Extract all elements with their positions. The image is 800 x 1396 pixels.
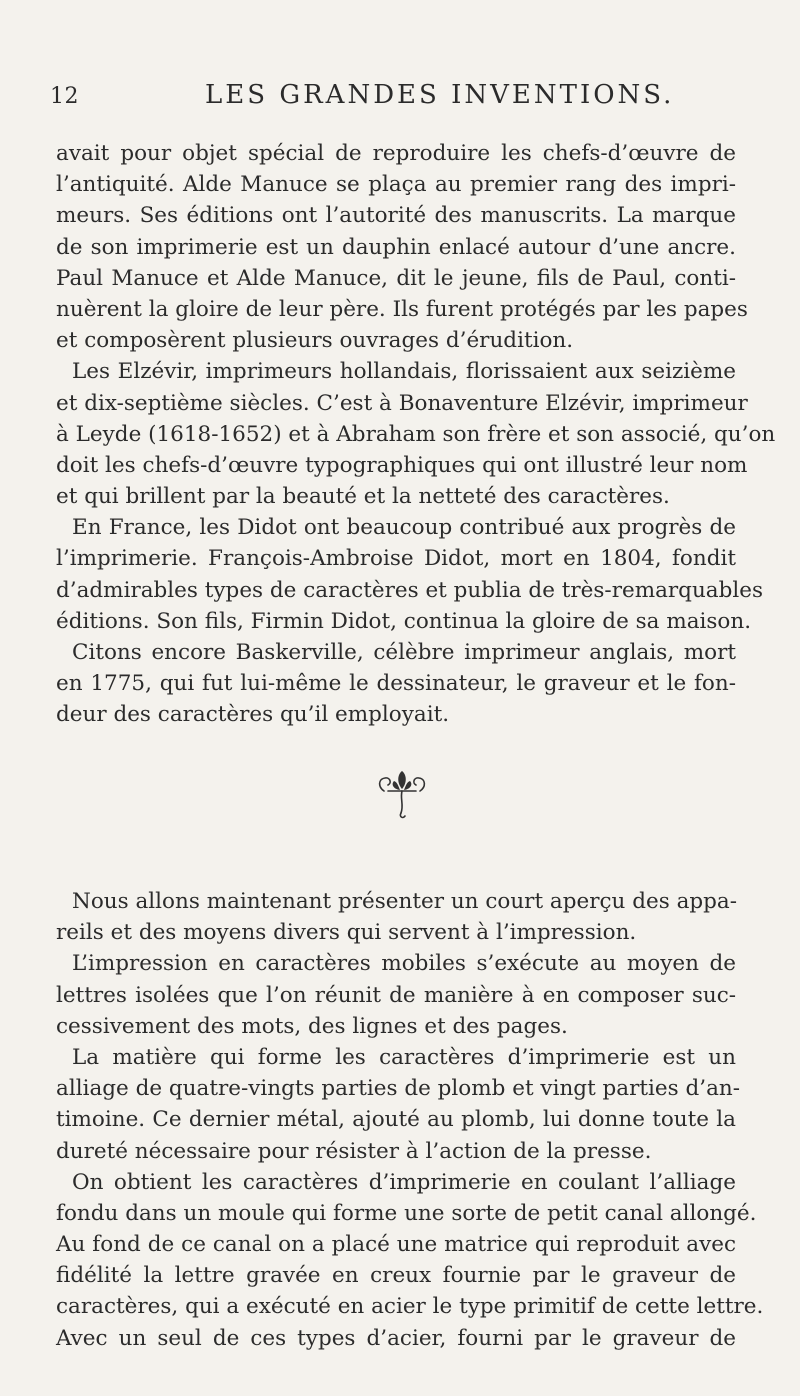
text-line: à Leyde (1618-1652) et à Abraham son frère et son associé, qu’on bbox=[56, 421, 776, 447]
text-line: L’impression en caractères mobiles s’exécute au moyen de bbox=[72, 951, 736, 977]
running-title: LES GRANDES INVENTIONS. bbox=[205, 80, 675, 110]
text-line: et composèrent plusieurs ouvrages d’érudition. bbox=[56, 328, 574, 354]
text-section-1 bbox=[56, 138, 776, 731]
text-line: alliage de quatre-vingts parties de plomb et vingt parties d’an- bbox=[56, 1076, 741, 1102]
fleuron-ornament-icon bbox=[370, 765, 434, 825]
text-section-2 bbox=[56, 886, 764, 1354]
text-line: d’admirables types de caractères et publia de très-remarquables bbox=[56, 577, 764, 603]
text-line: On obtient les caractères d’imprimerie en coulant l’alliage bbox=[72, 1169, 736, 1195]
text-line: fondu dans un moule qui forme une sorte de petit canal allongé. bbox=[56, 1200, 757, 1226]
text-line: meurs. Ses éditions ont l’autorité des manuscrits. La marque bbox=[56, 203, 736, 229]
text-line: Avec un seul de ces types d’acier, fourni par le graveur de bbox=[56, 1325, 736, 1351]
text-line: Nous allons maintenant présenter un court aperçu des appa- bbox=[72, 889, 738, 914]
text-line: éditions. Son fils, Firmin Didot, continua la gloire de sa maison. bbox=[56, 608, 752, 634]
text-line: nuèrent la gloire de leur père. Ils furent protégés par les papes bbox=[56, 296, 748, 322]
text-line: Au fond de ce canal on a placé une matrice qui reproduit avec bbox=[56, 1232, 736, 1258]
text-line: l’antiquité. Alde Manuce se plaça au premier rang des impri- bbox=[56, 172, 736, 198]
text-line: deur des caractères qu’il employait. bbox=[56, 702, 450, 728]
text-line: caractères, qui a exécuté en acier le type primitif de cette lettre. bbox=[56, 1294, 764, 1320]
text-line: Paul Manuce et Alde Manuce, dit le jeune, fils de Paul, conti- bbox=[56, 265, 736, 291]
text-line: l’imprimerie. François-Ambroise Didot, mort en 1804, fondit bbox=[56, 546, 736, 572]
text-line: lettres isolées que l’on réunit de manière à en composer suc- bbox=[56, 982, 736, 1008]
text-line: reils et des moyens divers qui servent à l’impression. bbox=[56, 920, 637, 946]
text-line: Les Elzévir, imprimeurs hollandais, florissaient aux seizième bbox=[72, 359, 736, 385]
text-line: timoine. Ce dernier métal, ajouté au plomb, lui donne toute la bbox=[56, 1107, 736, 1133]
text-line: en 1775, qui fut lui-même le dessinateur, le graveur et le fon- bbox=[56, 671, 736, 697]
text-line: dureté nécessaire pour résister à l’action de la presse. bbox=[56, 1138, 652, 1164]
text-line: et qui brillent par la beauté et la netteté des caractères. bbox=[56, 484, 670, 510]
text-line: Citons encore Baskerville, célèbre imprimeur anglais, mort bbox=[72, 640, 736, 665]
page-header bbox=[0, 78, 800, 118]
text-line: En France, les Didot ont beaucoup contribué aux progrès de bbox=[72, 515, 736, 541]
page-number: 12 bbox=[50, 84, 79, 109]
text-line: avait pour objet spécial de reproduire les chefs-d’œuvre de bbox=[56, 141, 736, 166]
text-line: fidélité la lettre gravée en creux fournie par le graveur de bbox=[56, 1263, 736, 1289]
text-line: La matière qui forme les caractères d’imprimerie est un bbox=[72, 1044, 736, 1070]
text-line: et dix-septième siècles. C’est à Bonaventure Elzévir, imprimeur bbox=[56, 390, 748, 416]
text-line: de son imprimerie est un dauphin enlacé autour d’une ancre. bbox=[56, 234, 736, 260]
text-line: cessivement des mots, des lignes et des pages. bbox=[56, 1013, 568, 1039]
text-line: doit les chefs-d’œuvre typographiques qui ont illustré leur nom bbox=[56, 452, 748, 478]
